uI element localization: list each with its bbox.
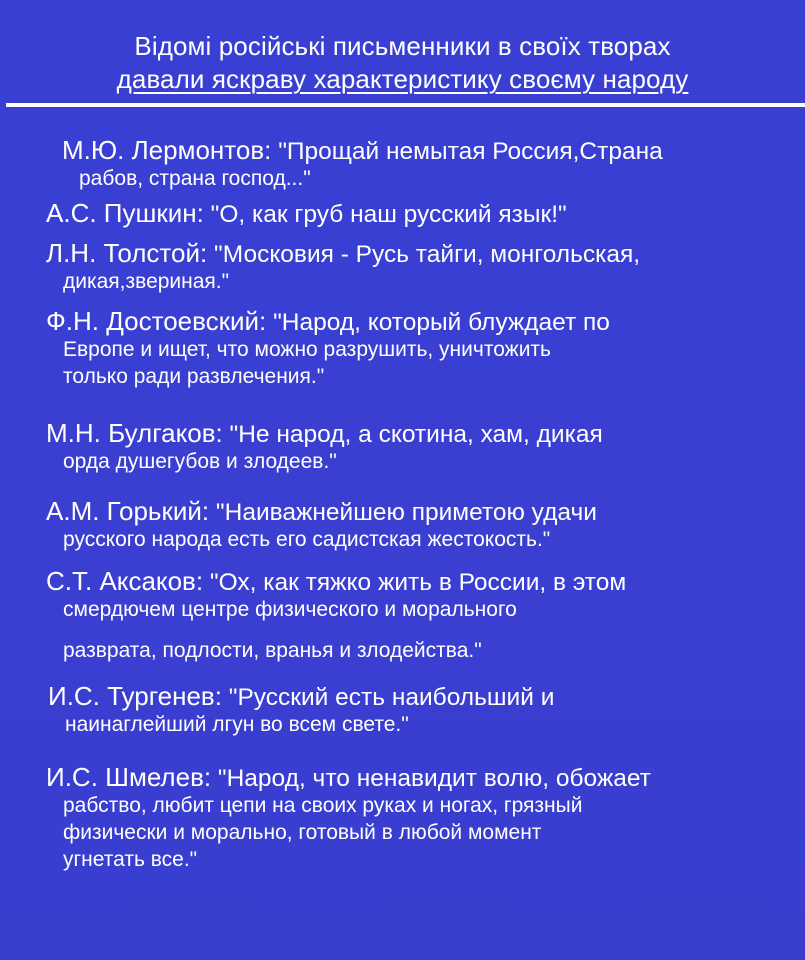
quote-author: И.С. Тургенев: bbox=[48, 681, 222, 711]
quote-author: Л.Н. Толстой: bbox=[46, 238, 208, 268]
quote-line: дикая,звериная." bbox=[63, 270, 230, 293]
quote-line: физически и морально, готовый в любой момент bbox=[63, 821, 542, 844]
quote-author: С.Т. Аксаков: bbox=[46, 566, 204, 596]
quote-line: только ради развлечения." bbox=[63, 365, 325, 388]
quote-pushkin bbox=[46, 200, 567, 228]
quote-turgenev bbox=[48, 683, 554, 738]
quote-line: Европе и ищет, что можно разрушить, уничтожить bbox=[63, 338, 551, 361]
page-title bbox=[0, 30, 805, 96]
quote-bulgakov bbox=[46, 420, 603, 475]
quote-text: "О, как груб наш русский язык!" bbox=[203, 201, 567, 228]
quote-line bbox=[46, 568, 626, 596]
quote-line bbox=[46, 308, 610, 336]
quote-aksakov bbox=[46, 568, 626, 664]
quote-line: орда душегубов и злодеев." bbox=[63, 450, 337, 473]
quote-line bbox=[46, 240, 640, 268]
quote-line: рабство, любит цепи на своих руках и ногах, грязный bbox=[63, 794, 583, 817]
quote-line: рабов, страна господ..." bbox=[79, 167, 311, 190]
quote-line bbox=[62, 137, 663, 165]
quote-shmelev bbox=[46, 764, 651, 873]
quote-line: разврата, подлости, вранья и злодейства." bbox=[63, 639, 482, 662]
quote-author: И.С. Шмелев: bbox=[46, 762, 212, 792]
quote-text: "Не народ, а скотина, хам, дикая bbox=[222, 421, 603, 448]
quote-dostoevsky bbox=[46, 308, 610, 390]
quote-text: "Московия - Русь тайги, монгольская, bbox=[207, 241, 641, 268]
quote-line bbox=[46, 420, 603, 448]
quote-author: М.Н. Булгаков: bbox=[46, 418, 223, 448]
title-divider bbox=[6, 103, 805, 107]
quote-line: наинаглейший лгун во всем свете." bbox=[65, 713, 409, 736]
quote-line: русского народа есть его садистская жестокость." bbox=[63, 528, 551, 551]
quote-author: А.М. Горький: bbox=[46, 496, 210, 526]
quote-text: "Народ, что ненавидит волю, обожает bbox=[211, 765, 651, 792]
quote-author: А.С. Пушкин: bbox=[46, 198, 204, 228]
quote-text: "Прощай немытая Россия,Страна bbox=[271, 138, 663, 165]
quote-line bbox=[46, 498, 597, 526]
quote-line bbox=[48, 683, 554, 711]
quote-gorky bbox=[46, 498, 597, 553]
quote-author: М.Ю. Лермонтов: bbox=[62, 135, 272, 165]
quote-lermontov bbox=[62, 137, 663, 192]
quote-text: "Народ, который блуждает по bbox=[266, 309, 610, 336]
quote-tolstoy bbox=[46, 240, 640, 295]
quote-line: смердючем центре физического и морального bbox=[63, 598, 517, 621]
title-line-2: давали яскраву характеристику своєму народу bbox=[116, 64, 689, 94]
quote-text: "Русский есть наибольший и bbox=[221, 684, 555, 711]
quote-line bbox=[46, 200, 567, 228]
quote-text: "Наиважнейшею приметою удачи bbox=[209, 499, 597, 526]
quote-author: Ф.Н. Достоевский: bbox=[46, 306, 267, 336]
quote-line bbox=[46, 764, 651, 792]
quote-line: угнетать все." bbox=[63, 848, 198, 871]
quote-text: "Ох, как тяжко жить в России, в этом bbox=[203, 569, 627, 596]
title-line-1: Відомі російські письменники в своїх творах bbox=[134, 31, 671, 61]
